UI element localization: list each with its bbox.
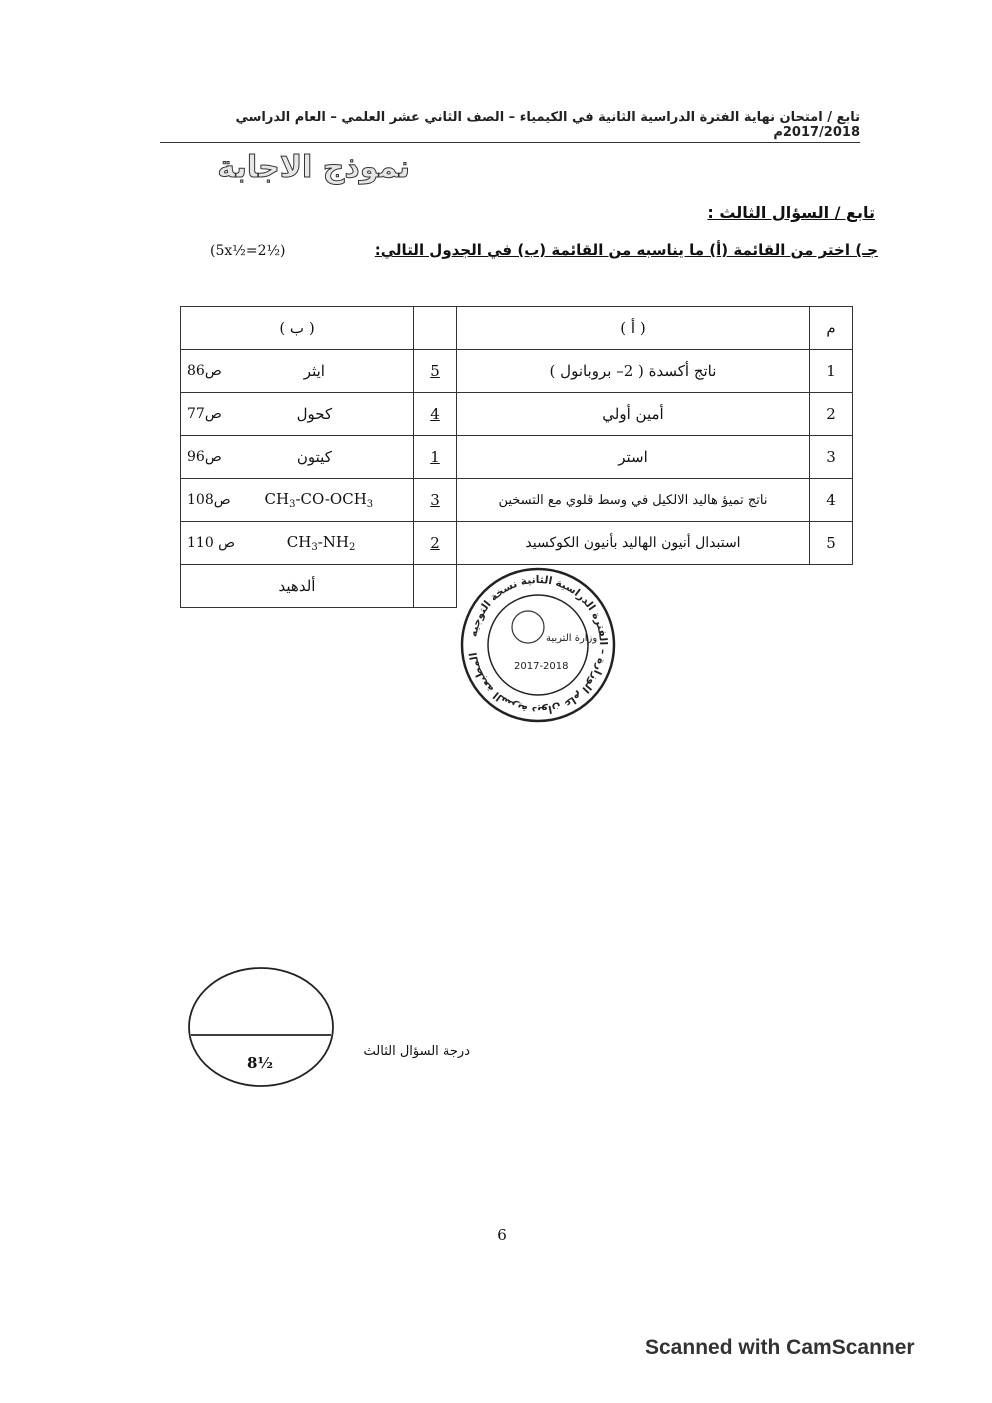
table-row: [181, 350, 853, 393]
b-value: ايثر: [303, 362, 325, 380]
row-a: ناتج أكسدة ( 2– بروبانول ): [457, 350, 810, 393]
table-row: [181, 436, 853, 479]
emblem-icon: [512, 611, 544, 643]
row-a: استبدال أنيون الهاليد بأنيون الكوكسيد: [457, 522, 810, 565]
blank-cell: [810, 565, 853, 608]
camscanner-watermark: Scanned with CamScanner: [645, 1336, 915, 1359]
row-key: 5: [414, 350, 457, 393]
table-row: [181, 522, 853, 565]
answer-model-title: نموذج الاجابة: [217, 150, 410, 185]
row-b: [181, 393, 414, 436]
grade-value: 8½: [246, 1054, 274, 1072]
b-page-ref: ص86: [187, 363, 222, 379]
table-row: [181, 393, 853, 436]
stamp-year: 2017-2018: [514, 661, 569, 672]
row-b: [181, 479, 414, 522]
row-num: 5: [810, 522, 853, 565]
row-num: 4: [810, 479, 853, 522]
b-page-ref: ص108: [187, 492, 231, 508]
question-instruction: جـ) اختر من القائمة (أ) ما يناسبه من القائمة (ب) في الجدول التالي:: [374, 241, 878, 259]
header-a: ( أ ): [457, 307, 810, 350]
row-num: 3: [810, 436, 853, 479]
header-b: ( ب ): [181, 307, 414, 350]
row-b: [181, 436, 414, 479]
row-a: استر: [457, 436, 810, 479]
b-formula: $CH_3-CO-OCH_3$: [264, 490, 374, 510]
table-row: [181, 479, 853, 522]
row-b-extra: ألدهيد: [181, 565, 414, 608]
row-key: 1: [414, 436, 457, 479]
grade-label: درجة السؤال الثالث: [363, 1044, 470, 1059]
exam-header-line: تابع / امتحان نهاية الفترة الدراسية الثانية في الكيمياء – الصف الثاني عشر العلمي – العام الدراسي 2017/2018م: [160, 110, 860, 143]
row-key: 3: [414, 479, 457, 522]
matching-table: [180, 306, 853, 608]
header-num: م: [810, 307, 853, 350]
b-page-ref: ص77: [187, 406, 222, 422]
header-key: [414, 307, 457, 350]
table-header-row: [181, 307, 853, 350]
row-a: أمين أولي: [457, 393, 810, 436]
b-value: كيتون: [296, 448, 332, 466]
row-num: 2: [810, 393, 853, 436]
row-b: [181, 350, 414, 393]
row-num: 1: [810, 350, 853, 393]
official-stamp: [458, 565, 618, 725]
question-marks: (5x½=2½): [210, 243, 286, 259]
stamp-ring-text: المطبعة السرية ديوان عام الوزارة – الفترة الدراسية الثانية نسخة التوجيه: [467, 573, 610, 717]
page-number: 6: [497, 1226, 507, 1244]
b-page-ref: ص 110: [187, 535, 236, 551]
row-a: ناتج تميؤ هاليد الالكيل في وسط قلوي مع التسخين: [457, 479, 810, 522]
row-key: 2: [414, 522, 457, 565]
b-value: كحول: [296, 405, 333, 423]
row-key: 4: [414, 393, 457, 436]
stamp-ministry: وزارة التربية: [546, 633, 598, 644]
b-formula: $CH_3-NH_2$: [286, 533, 356, 553]
question-heading: تابع / السؤال الثالث :: [707, 203, 875, 222]
b-page-ref: ص96: [187, 449, 222, 465]
row-b: [181, 522, 414, 565]
row-key-empty: [414, 565, 457, 608]
